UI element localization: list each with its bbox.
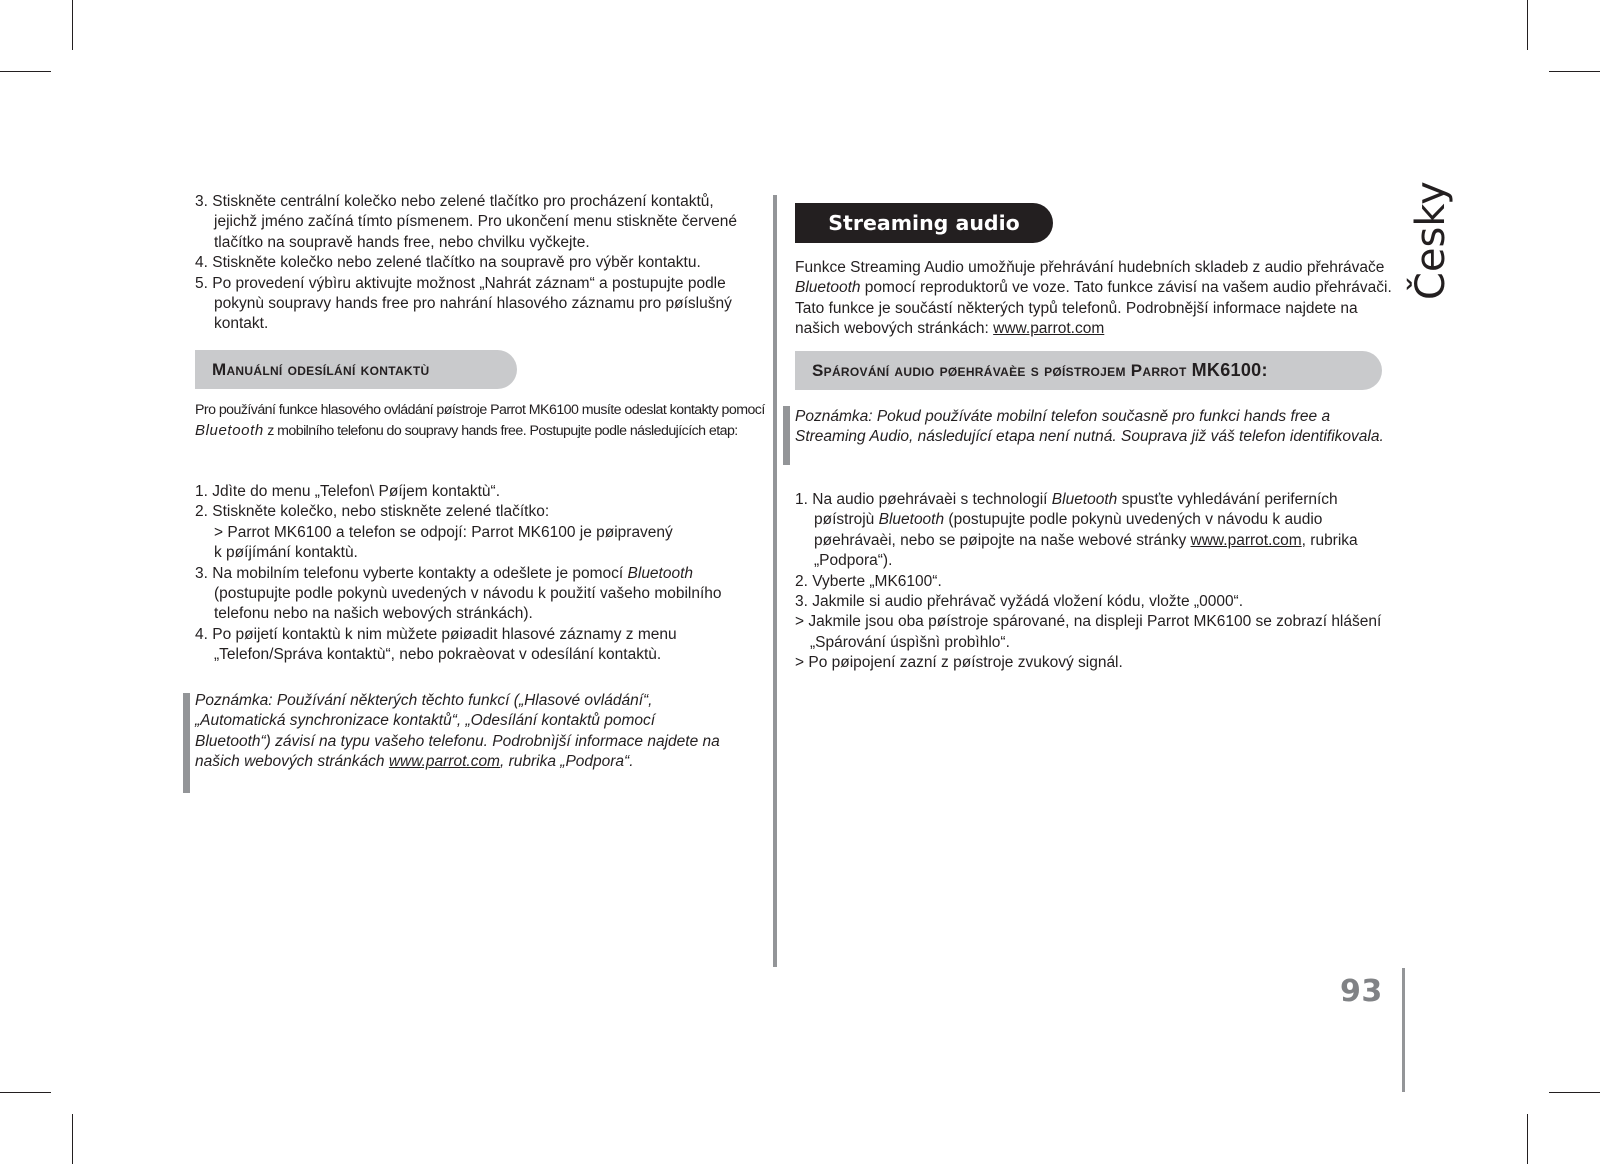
crop-mark [0,71,51,72]
crop-mark [72,1114,73,1164]
pairing-steps [795,490,1400,674]
list-item: 3. Stiskněte centrální kolečko nebo zelené tlačítko pro procházení kontaktů, jejichž jméno začíná tímto písmenem. Pro ukončení menu stiskněte červené tlačítko na soupravě hands free, nebo chvilku vyčkejte. [195,193,737,251]
parrot-link[interactable]: www.parrot.com [388,753,500,771]
section-heading-manual-contacts: Manuální odesílání kontaktù [195,350,517,389]
section-title-streaming-audio: Streaming audio [795,203,1053,243]
list-sub-item: k pøíjímání kontaktù. [214,544,358,562]
crop-mark [1527,1114,1528,1164]
note-bar [183,693,190,793]
list-item: 1. Na audio pøehrávaèi s technologií Bluetooth spusťte vyhledávání periferních pøístrojù Bluetooth (postupujte podle pokynù uvedených v návodu k audio pøehrávaèi, nebo se pøipojte na naše webové stránky www.parrot.com, rubrika „Podpora“). [795,491,1358,570]
page-number-bar [1402,968,1405,1092]
list-item: 4. Po pøijetí kontaktù k nim mùžete pøiøadit hlasové záznamy z menu „Telefon/Správa kontaktù“, nebo pokraèovat v odesílání kontaktù. [195,625,677,664]
right-note: Poznámka: Pokud používáte mobilní telefon současně pro funkci hands free a Streaming Audio, následující etapa není nutná. Souprava již váš telefon identifikovala. [795,408,1384,446]
crop-mark [1549,71,1600,72]
crop-mark [0,1092,51,1093]
list-item: 3. Jakmile si audio přehrávač vyžádá vložení kódu, vložte „0000“. [795,593,1244,611]
left-column [195,192,760,335]
list-item: 3. Na mobilním telefonu vyberte kontakty a odešlete je pomocí Bluetooth (postupujte podle pokynù uvedených v návodu k použití vašeho mobilního telefonu nebo na našich webových stránkách). [195,564,722,623]
crop-mark [1549,1092,1600,1093]
result-line: > Po pøipojení zazní z pøístroje zvukový signál. [795,654,1123,672]
section-heading-pairing: Spárování audio pøehrávaèe s pøístrojem Parrot MK6100: [795,351,1382,390]
manual-intro-paragraph: Pro používání funkce hlasového ovládání pøístroje Parrot MK6100 musíte odeslat kontakty pomocí Bluetooth z mobilního telefonu do soupravy hands free. Postupujte podle následujících etap: [195,402,765,439]
manual-steps [195,482,760,666]
crop-mark [1527,0,1528,50]
list-item: 1. Jdìte do menu „Telefon\ Pøíjem kontaktù“. [195,483,500,500]
result-line: > Jakmile jsou oba pøístroje spárované, na displeji Parrot MK6100 se zobrazí hlášení „Spárování úspìšnì probìhlo“. [795,613,1382,651]
column-divider [773,195,777,967]
note-bar [783,406,790,465]
page-number: 93 [1340,974,1383,1009]
list-sub-item: > Parrot MK6100 a telefon se odpojí: Parrot MK6100 je pøipravený [214,523,673,541]
streaming-intro-paragraph: Funkce Streaming Audio umožňuje přehrávání hudebních skladeb z audio přehrávače Bluetooth pomocí reproduktorů ve voze. Tato funkce závisí na vašem audio přehrávači. Tato funkce je součástí některých typů telefonů. Podrobnější informace najdete na našich webových stránkách: www.parrot.com [795,259,1392,338]
list-item: 2. Vyberte „MK6100“. [795,572,942,590]
crop-mark [72,0,73,50]
list-item: 2. Stiskněte kolečko, nebo stiskněte zelené tlačítko: [195,503,550,521]
parrot-link[interactable]: www.parrot.com [993,320,1105,338]
list-item: 5. Po provedení výbìru aktivujte možnost „Nahrát záznam“ a postupujte podle pokynù soupravy hands free pro nahrání hlasového záznamu pro pøíslušný kontakt. [195,274,732,333]
language-label: Česky [1408,181,1454,300]
list-item: 4. Stiskněte kolečko nebo zelené tlačítko na soupravě pro výběr kontaktu. [195,254,701,272]
left-note: Poznámka: Používání některých těchto funkcí („Hlasové ovládání“, „Automatická synchronizace kontaktů“, „Odesílání kontaktů pomocí Bluetooth“) závisí na typu vašeho telefonu. Podrobnìjší informace najdete na našich webových stránkách www.parrot.com, rubrika „Podpora“. [195,692,720,771]
parrot-link[interactable]: www.parrot.com [1190,531,1302,549]
